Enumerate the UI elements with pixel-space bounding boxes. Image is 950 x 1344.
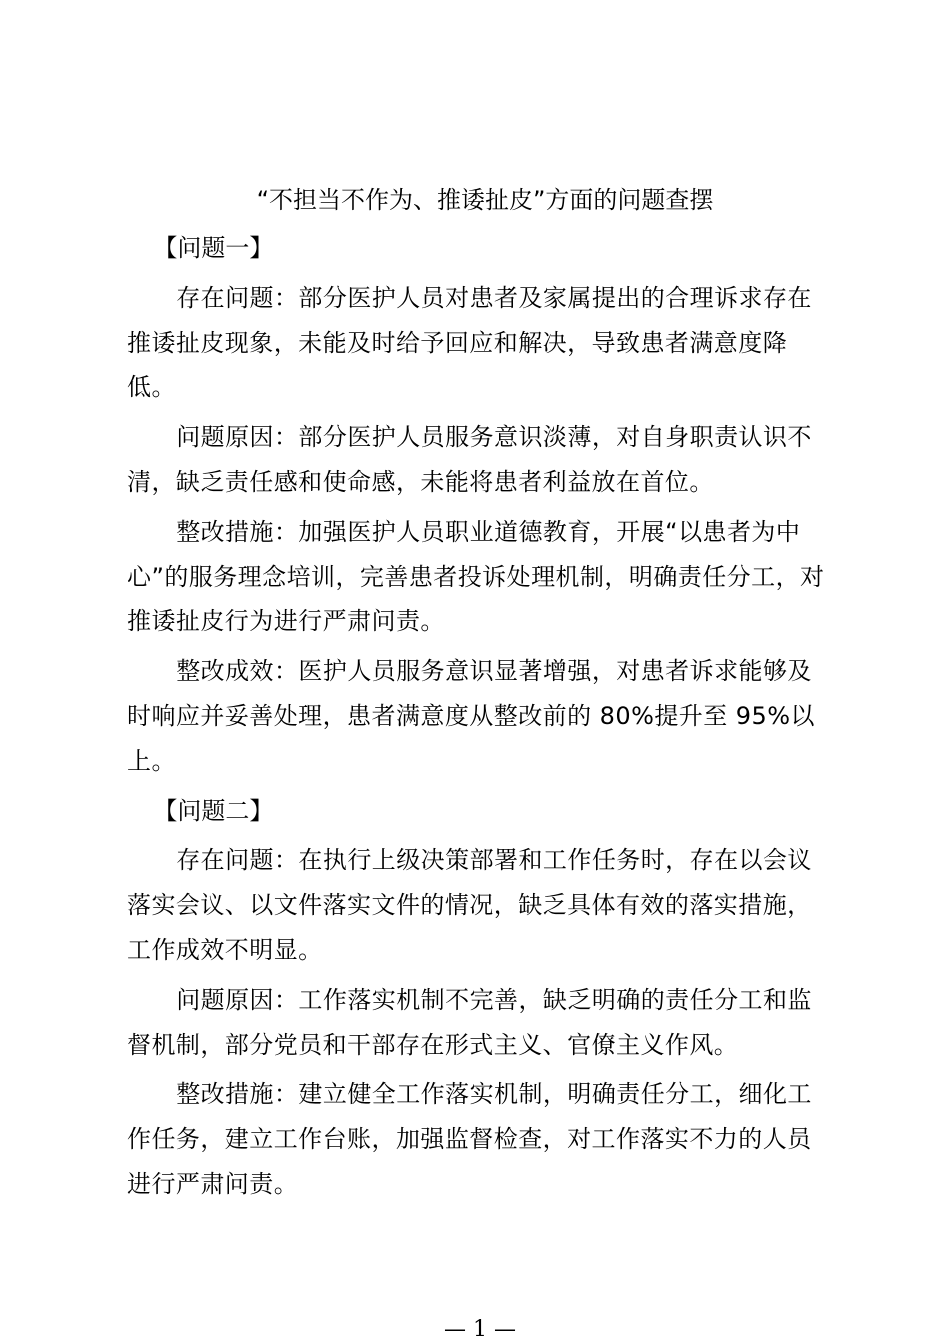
paragraph-rectification-measures: 整改措施：加强医护人员职业道德教育，开展“以患者为中心”的服务理念培训，完善患者投诉处理机制，明确责任分工，对推诿扯皮行为进行严肃问责。 <box>127 517 825 636</box>
paragraph-problem-cause: 问题原因：工作落实机制不完善，缺乏明确的责任分工和监督机制，部分党员和干部存在形式主义、官僚主义作风。 <box>127 985 812 1059</box>
document-body <box>127 226 832 1212</box>
document-title: “不担当不作为、推诿扯皮”方面的问题查摆 <box>256 186 714 214</box>
section-heading: 【问题一】 <box>153 234 274 262</box>
section-issue-1 <box>127 226 832 784</box>
paragraph-rectification-measures: 整改措施：建立健全工作落实机制，明确责任分工，细化工作任务，建立工作台账，加强监督检查，对工作落实不力的人员进行严肃问责。 <box>127 1080 812 1198</box>
paragraph-rectification-results: 整改成效：医护人员服务意识显著增强，对患者诉求能够及时响应并妥善处理，患者满意度从整改前的 80%提升至 95%以上。 <box>127 657 815 775</box>
section-heading: 【问题二】 <box>153 796 274 825</box>
paragraph-problem-cause: 问题原因：部分医护人员服务意识淡薄，对自身职责认识不清，缺乏责任感和使命感，未能将患者利益放在首位。 <box>127 423 812 496</box>
section-issue-2 <box>127 789 832 1207</box>
paragraph-existing-problem: 存在问题：部分医护人员对患者及家属提出的合理诉求存在推诿扯皮现象，未能及时给予回应和解决，导致患者满意度降低。 <box>127 283 812 402</box>
paragraph-existing-problem: 存在问题：在执行上级决策部署和工作任务时，存在以会议落实会议、以文件落实文件的情况，缺乏具体有效的落实措施，工作成效不明显。 <box>127 846 812 964</box>
page-number: — 1 — <box>444 1317 516 1342</box>
